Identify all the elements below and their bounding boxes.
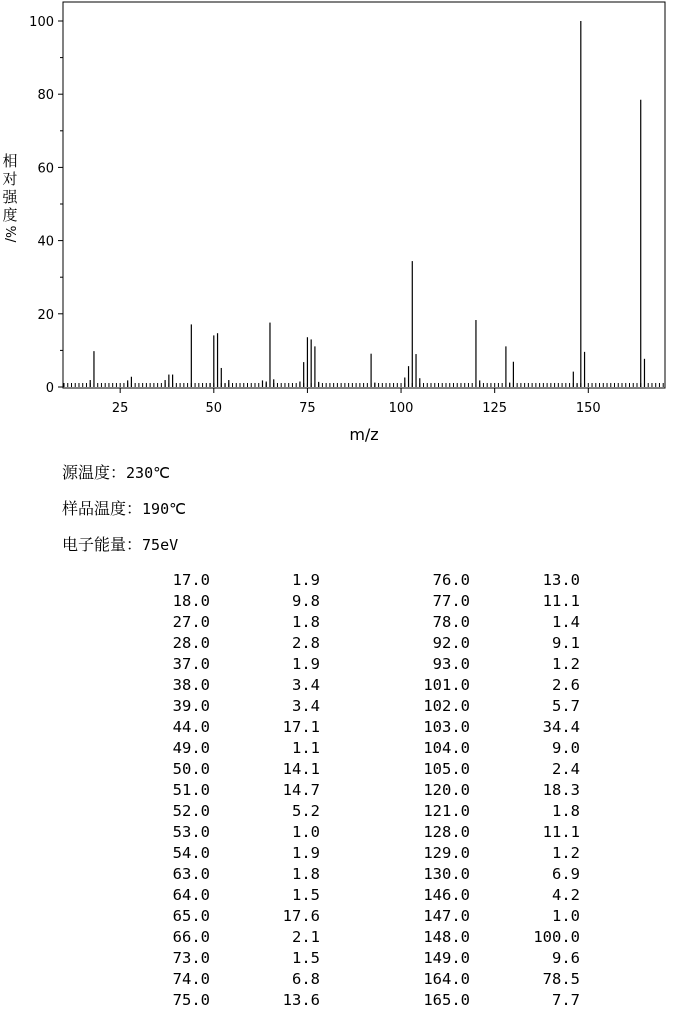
mz-cell: 149.0 [423,949,470,967]
mz-cell: 121.0 [423,802,470,820]
mz-cell: 78.0 [432,613,470,631]
mz-cell: 146.0 [423,886,470,904]
y-axis-label-char: 强 [2,188,18,206]
table-row [130,843,580,864]
intensity-cell: 1.1 [292,739,320,757]
mz-cell: 105.0 [423,760,470,778]
table-row [130,612,580,633]
mz-cell: 165.0 [423,991,470,1009]
intensity-cell: 7.7 [552,991,580,1009]
table-row [130,969,580,990]
source-temperature-value: 230℃ [126,464,170,482]
intensity-cell: 9.0 [552,739,580,757]
y-tick-label: 40 [37,234,54,250]
intensity-cell: 34.4 [542,718,580,736]
intensity-cell: 1.8 [552,802,580,820]
mass-spectrum-chart [0,0,680,450]
mz-cell: 164.0 [423,970,470,988]
y-axis-label-char: 度 [2,206,18,224]
intensity-cell: 4.2 [552,886,580,904]
mz-cell: 93.0 [432,655,470,673]
x-tick-label: 50 [205,401,223,416]
mz-cell: 74.0 [172,970,210,988]
mz-cell: 50.0 [172,760,210,778]
intensity-cell: 1.5 [292,886,320,904]
y-axis-label-char: 相 [2,152,18,170]
intensity-cell: 18.3 [542,781,580,799]
mz-cell: 104.0 [423,739,470,757]
x-tick-label: 150 [575,401,601,416]
intensity-cell: 1.8 [292,613,320,631]
intensity-cell: 9.1 [552,634,580,652]
table-row [130,633,580,654]
mz-cell: 92.0 [432,634,470,652]
y-tick-label: 100 [29,15,54,30]
mz-cell: 37.0 [172,655,210,673]
mz-cell: 52.0 [172,802,210,820]
intensity-cell: 2.6 [552,676,580,694]
mz-cell: 66.0 [172,928,210,946]
mz-cell: 17.0 [172,571,210,589]
mz-cell: 49.0 [172,739,210,757]
intensity-cell: 1.0 [292,823,320,841]
table-row [130,696,580,717]
mz-cell: 120.0 [423,781,470,799]
mz-cell: 39.0 [172,697,210,715]
x-tick-label: 75 [299,401,316,416]
intensity-cell: 17.6 [282,907,320,925]
intensity-cell: 100.0 [533,928,580,946]
source-temperature [62,463,170,483]
y-axis-label [2,152,18,243]
table-row [130,822,580,843]
mz-cell: 128.0 [423,823,470,841]
intensity-cell: 1.8 [292,865,320,883]
table-row [130,927,580,948]
y-tick-label: 0 [45,381,54,396]
intensity-cell: 3.4 [292,697,320,715]
y-tick-label: 20 [37,307,54,323]
y-tick-label: 60 [37,161,54,177]
mz-cell: 130.0 [423,865,470,883]
mz-cell: 64.0 [172,886,210,904]
x-axis-label: m/z [349,425,379,444]
peak-table [130,570,580,1011]
intensity-cell: 1.4 [552,613,580,631]
mz-cell: 102.0 [423,697,470,715]
intensity-cell: 2.4 [552,760,580,778]
mz-cell: 73.0 [172,949,210,967]
x-tick-label: 25 [111,401,129,416]
table-row [130,654,580,675]
mz-cell: 51.0 [172,781,210,799]
intensity-cell: 5.2 [292,802,320,820]
y-axis-ticks [29,15,63,396]
table-row [130,864,580,885]
sample-temperature [62,499,186,519]
table-row [130,990,580,1011]
mz-cell: 27.0 [172,613,210,631]
sample-temperature-value: 190℃ [142,500,186,518]
mz-cell: 28.0 [172,634,210,652]
plot-frame [63,2,665,388]
table-row [130,591,580,612]
y-axis-label-char: 对 [2,170,18,188]
table-row [130,675,580,696]
intensity-cell: 6.8 [292,970,320,988]
intensity-cell: 9.6 [552,949,580,967]
intensity-cell: 2.8 [292,634,320,652]
intensity-cell: 17.1 [282,718,320,736]
intensity-cell: 5.7 [552,697,580,715]
intensity-cell: 1.2 [552,655,580,673]
table-row [130,885,580,906]
mz-cell: 63.0 [172,865,210,883]
y-axis-label-char: %/ [2,225,17,243]
electron-energy [62,535,178,555]
intensity-cell: 1.0 [552,907,580,925]
intensity-cell: 1.9 [292,571,320,589]
intensity-cell: 1.5 [292,949,320,967]
table-row [130,570,580,591]
mz-cell: 53.0 [172,823,210,841]
electron-energy-value: 75eV [142,536,179,554]
intensity-cell: 1.2 [552,844,580,862]
x-tick-label: 125 [482,401,508,416]
peak-table-body [130,570,580,1011]
mz-cell: 103.0 [423,718,470,736]
electron-energy-label: 电子能量： [62,535,143,554]
intensity-cell: 2.1 [292,928,320,946]
mz-cell: 77.0 [432,592,470,610]
mz-cell: 75.0 [172,991,210,1009]
table-row [130,948,580,969]
y-tick-label: 80 [37,88,54,104]
mz-cell: 148.0 [423,928,470,946]
intensity-cell: 11.1 [542,823,580,841]
mz-cell: 129.0 [423,844,470,862]
table-row [130,717,580,738]
mz-cell: 147.0 [423,907,470,925]
sample-temperature-label: 样品温度： [62,499,143,518]
mz-cell: 76.0 [432,571,470,589]
intensity-cell: 14.1 [282,760,320,778]
spectrum-peaks [90,21,644,387]
x-axis-ticks [112,388,601,416]
intensity-cell: 1.9 [292,844,320,862]
mz-cell: 18.0 [172,592,210,610]
intensity-cell: 14.7 [282,781,320,799]
source-temperature-label: 源温度： [62,463,127,482]
intensity-cell: 6.9 [552,865,580,883]
intensity-cell: 13.0 [542,571,580,589]
x-tick-label: 100 [388,401,414,416]
table-row [130,738,580,759]
intensity-cell: 78.5 [542,970,580,988]
table-row [130,759,580,780]
table-row [130,801,580,822]
mz-cell: 65.0 [172,907,210,925]
mz-cell: 44.0 [172,718,210,736]
intensity-cell: 13.6 [282,991,320,1009]
table-row [130,780,580,801]
intensity-cell: 1.9 [292,655,320,673]
table-row [130,906,580,927]
intensity-cell: 11.1 [542,592,580,610]
intensity-cell: 9.8 [292,592,320,610]
intensity-cell: 3.4 [292,676,320,694]
mz-cell: 101.0 [423,676,470,694]
mz-cell: 54.0 [172,844,210,862]
mz-cell: 38.0 [172,676,210,694]
